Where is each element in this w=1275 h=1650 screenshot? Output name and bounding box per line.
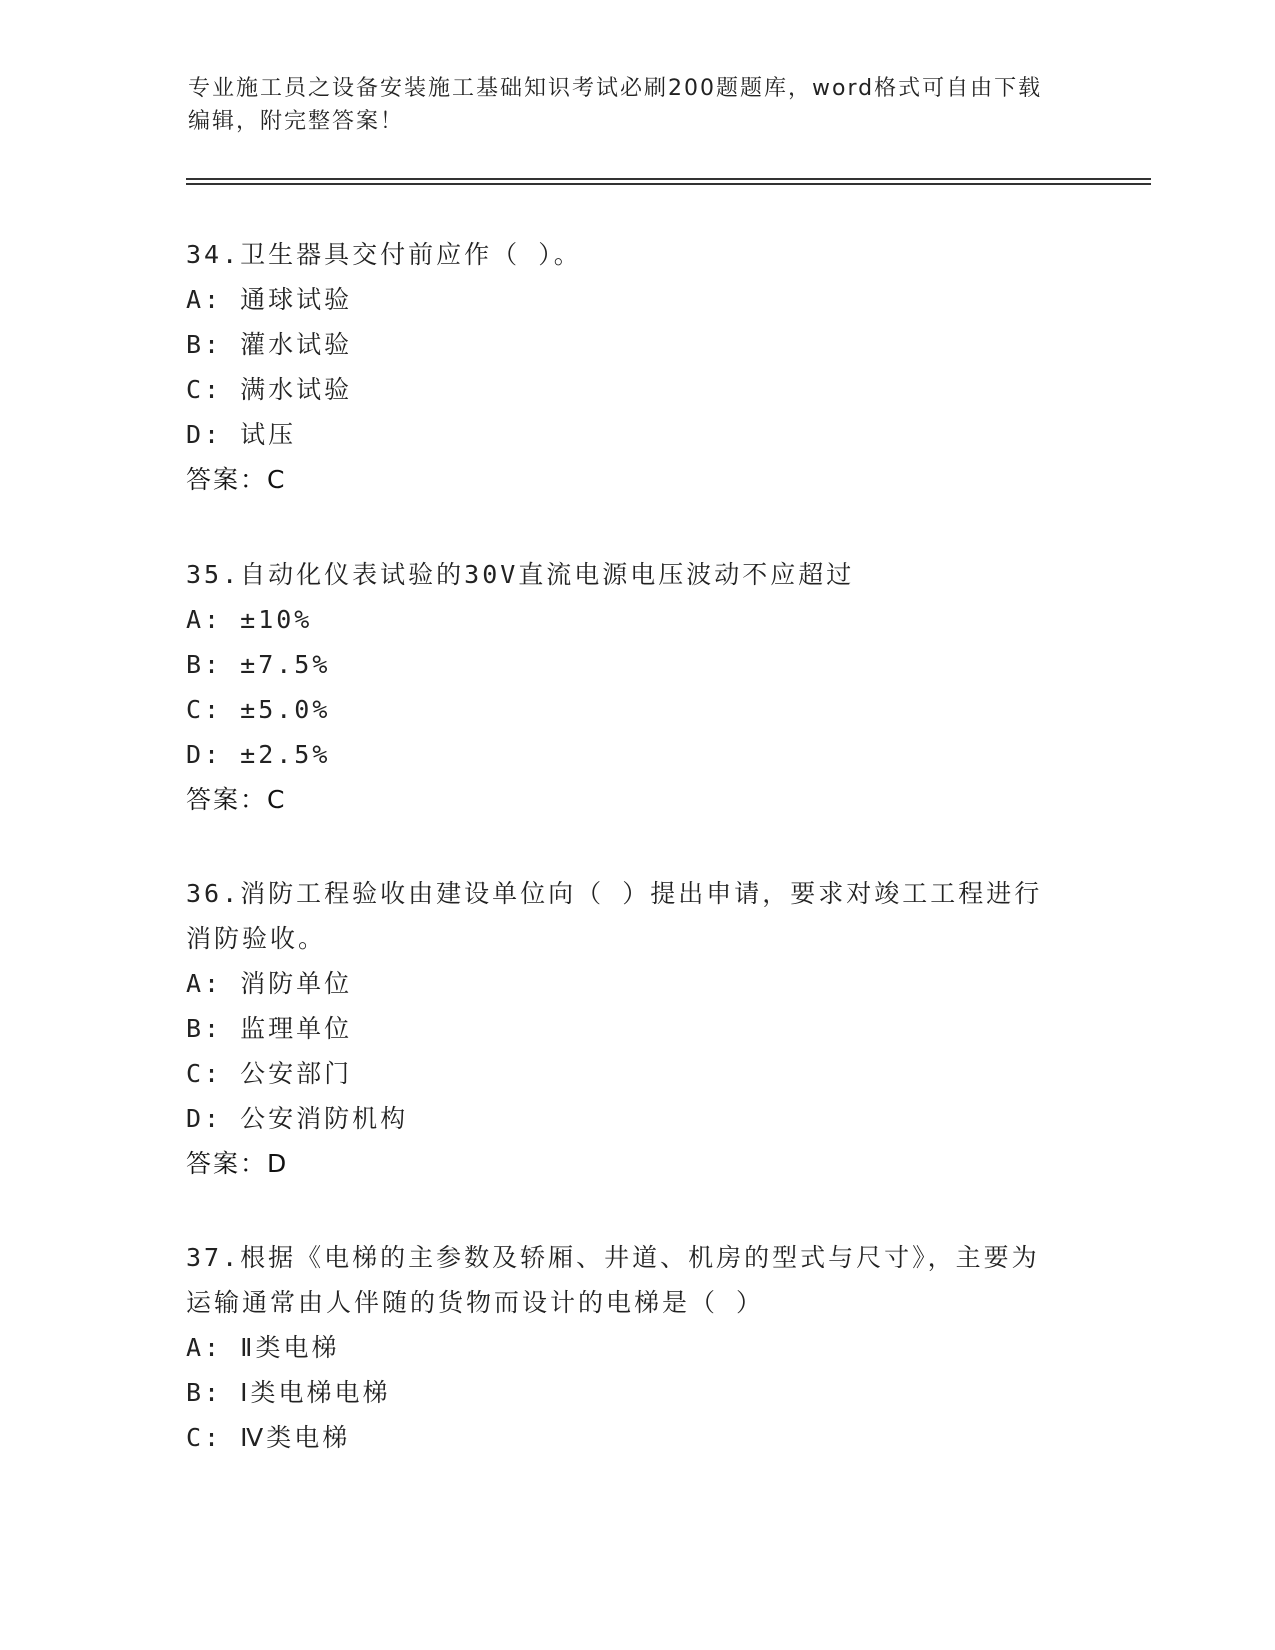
answer-line: 答案：C	[186, 465, 287, 494]
question-34	[186, 232, 1086, 502]
option-c: C: ±5.0%	[186, 695, 331, 724]
question-36	[186, 871, 1086, 1186]
option-c: C: 公安部门	[186, 1059, 353, 1088]
header-line-1: 专业施工员之设备安装施工基础知识考试必刷200题题库，word格式可自由下载	[188, 76, 1043, 101]
question-stem	[186, 552, 1086, 597]
header-divider-top	[186, 178, 1151, 180]
answer-line: 答案：D	[186, 1149, 289, 1178]
option-a: A: 通球试验	[186, 285, 353, 314]
option-b: B: 监理单位	[186, 1014, 353, 1043]
option-d: D: ±2.5%	[186, 740, 331, 769]
answer-line: 答案：C	[186, 785, 287, 814]
header-line-2: 编辑，附完整答案！	[188, 109, 405, 134]
option-a: A: 消防单位	[186, 969, 353, 998]
option-a: A: Ⅱ类电梯	[186, 1333, 340, 1362]
option-a: A: ±10%	[186, 605, 313, 634]
option-b: B: Ⅰ类电梯电梯	[186, 1378, 391, 1407]
option-b: B: ±7.5%	[186, 650, 331, 679]
document-header	[188, 72, 1068, 138]
header-divider-bottom	[186, 183, 1151, 185]
stem-line: 35.自动化仪表试验的30V直流电源电压波动不应超过	[186, 560, 855, 589]
stem-line: 36.消防工程验收由建设单位向（ ）提出申请，要求对竣工工程进行	[186, 879, 1043, 908]
stem-line: 37.根据《电梯的主参数及轿厢、井道、机房的型式与尺寸》，主要为	[186, 1243, 1040, 1272]
option-c: C: 满水试验	[186, 375, 353, 404]
stem-line: 34.卫生器具交付前应作（ ）。	[186, 240, 582, 269]
question-35	[186, 552, 1086, 822]
question-stem	[186, 871, 1086, 961]
question-stem	[186, 1235, 1086, 1325]
stem-line: 消防验收。	[186, 924, 327, 953]
option-b: B: 灌水试验	[186, 330, 353, 359]
option-c: C: Ⅳ类电梯	[186, 1423, 351, 1452]
question-37	[186, 1235, 1086, 1460]
question-stem	[186, 232, 1086, 277]
option-d: D: 公安消防机构	[186, 1104, 409, 1133]
option-d: D: 试压	[186, 420, 297, 449]
stem-line: 运输通常由人伴随的货物而设计的电梯是（ ）	[186, 1288, 765, 1317]
